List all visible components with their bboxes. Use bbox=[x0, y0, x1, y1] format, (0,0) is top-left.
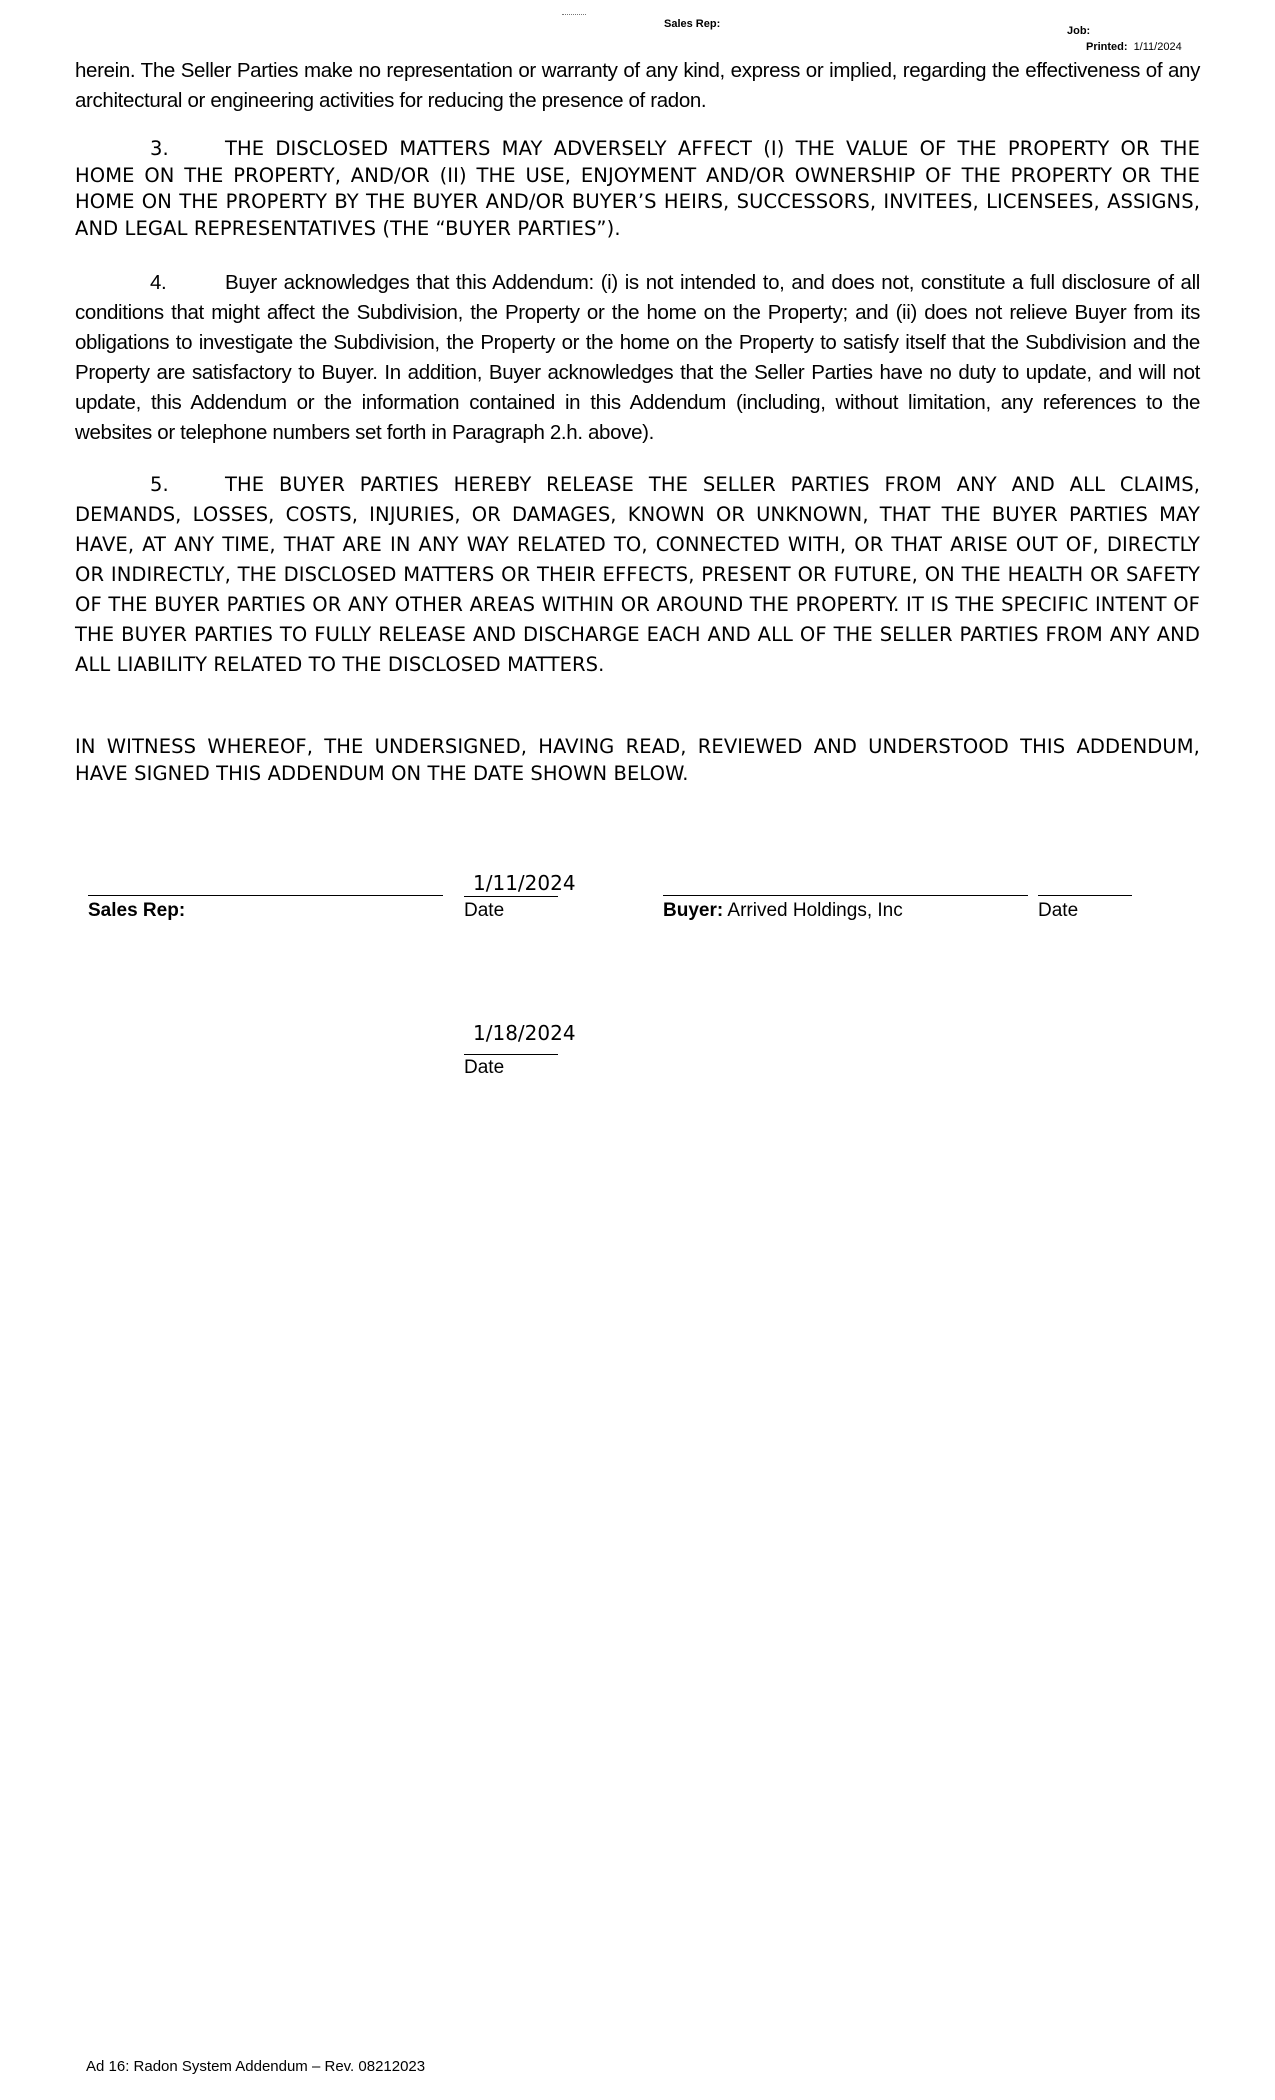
paragraph-4 bbox=[75, 268, 1200, 448]
buyer-signature-line[interactable] bbox=[663, 895, 1028, 896]
sales-rep-date-value: 1/11/2024 bbox=[473, 871, 576, 895]
header-job-label: Job: bbox=[1067, 25, 1091, 37]
buyer-label-group bbox=[663, 900, 903, 922]
paragraph-3 bbox=[75, 136, 1200, 242]
second-date-label: Date bbox=[464, 1057, 505, 1078]
buyer-date-line[interactable] bbox=[1038, 895, 1132, 896]
page-number-mark bbox=[562, 14, 586, 19]
intro-paragraph: herein. The Seller Parties make no representation or warranty of any kind, express or implied, regarding the effectiveness of any architectural or engineering activities for reducing the presence of radon. bbox=[75, 59, 1200, 112]
sales-rep-date-line[interactable] bbox=[464, 896, 558, 897]
witness-paragraph: IN WITNESS WHEREOF, THE UNDERSIGNED, HAVING READ, REVIEWED AND UNDERSTOOD THIS ADDENDUM, HAVE SIGNED THIS ADDENDUM ON THE DATE SHOWN BELOW. bbox=[75, 735, 1200, 785]
paragraph-4-number: 4. bbox=[150, 271, 167, 294]
header-printed-date: 1/11/2024 bbox=[1133, 41, 1182, 53]
buyer-name: Arrived Holdings, Inc bbox=[727, 900, 903, 921]
second-date-line[interactable] bbox=[464, 1054, 558, 1055]
paragraph-5 bbox=[75, 470, 1200, 680]
sales-rep-label: Sales Rep: bbox=[88, 900, 186, 921]
paragraph-3-number: 3. bbox=[150, 137, 169, 160]
sales-rep-date-label: Date bbox=[464, 900, 505, 921]
paragraph-4-text: Buyer acknowledges that this Addendum: (i) is not intended to, and does not, constitute a full disclosure of all conditions that might affect the Subdivision, the Property or the home on the Property; and (ii) does not relieve Buyer from its obligations to investigate the Subdivision, the Property or the home on the Property to satisfy itself that the Subdivision and the Property are satisfactory to Buyer. In addition, Buyer acknowledges that the Seller Parties have no duty to update, and will not update, this Addendum or the information contained in this Addendum (including, without limitation, any references to the websites or telephone numbers set forth in Paragraph 2.h. above). bbox=[75, 271, 1200, 444]
buyer-date-label: Date bbox=[1038, 900, 1079, 921]
paragraph-5-number: 5. bbox=[150, 473, 169, 496]
sales-rep-signature-line[interactable] bbox=[88, 895, 443, 896]
header-printed bbox=[1086, 41, 1182, 53]
buyer-label: Buyer: bbox=[663, 900, 724, 921]
header-printed-label: Printed: bbox=[1086, 41, 1128, 53]
second-date-value: 1/18/2024 bbox=[473, 1021, 576, 1045]
footer-form-id: Ad 16: Radon System Addendum – Rev. 08212023 bbox=[86, 2058, 426, 2075]
paragraph-5-text: THE BUYER PARTIES HEREBY RELEASE THE SELLER PARTIES FROM ANY AND ALL CLAIMS, DEMANDS, LOSSES, COSTS, INJURIES, OR DAMAGES, KNOWN OR UNKNOWN, THAT THE BUYER PARTIES MAY HAVE, AT ANY TIME, THAT ARE IN ANY WAY RELATED TO, CONNECTED WITH, OR THAT ARISE OUT OF, DIRECTLY OR INDIRECTLY, THE DISCLOSED MATTERS OR THEIR EFFECTS, PRESENT OR FUTURE, ON THE HEALTH OR SAFETY OF THE BUYER PARTIES OR ANY OTHER AREAS WITHIN OR AROUND THE PROPERTY. IT IS THE SPECIFIC INTENT OF THE BUYER PARTIES TO FULLY RELEASE AND DISCHARGE EACH AND ALL OF THE SELLER PARTIES FROM ANY AND ALL LIABILITY RELATED TO THE DISCLOSED MATTERS. bbox=[75, 473, 1200, 676]
paragraph-3-text: THE DISCLOSED MATTERS MAY ADVERSELY AFFECT (I) THE VALUE OF THE PROPERTY OR THE HOME ON THE PROPERTY, AND/OR (II) THE USE, ENJOYMENT AND/OR OWNERSHIP OF THE PROPERTY OR THE HOME ON THE PROPERTY BY THE BUYER AND/OR BUYER’S HEIRS, SUCCESSORS, INVITEES, LICENSEES, ASSIGNS, AND LEGAL REPRESENTATIVES (THE “BUYER PARTIES”). bbox=[75, 137, 1200, 240]
header-sales-rep-label: Sales Rep: bbox=[664, 18, 721, 30]
